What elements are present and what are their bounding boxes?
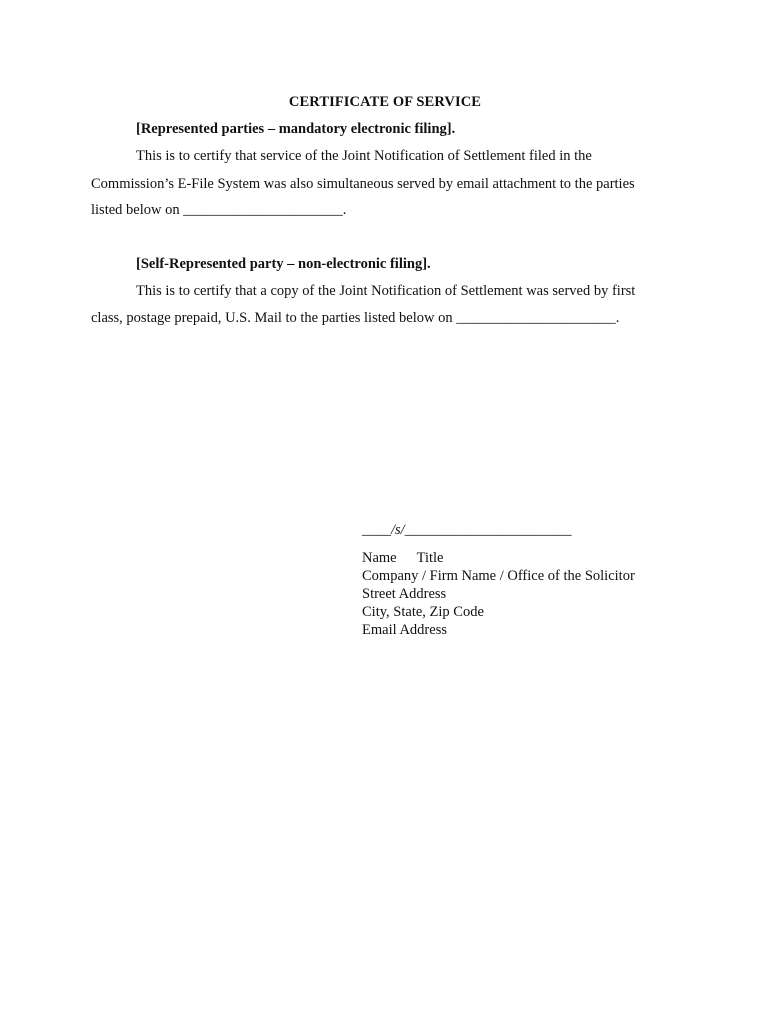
signature-block: [362, 549, 635, 639]
signer-email: Email Address: [362, 622, 447, 638]
section2-line2: class, postage prepaid, U.S. Mail to the parties listed below on ______________________.: [91, 310, 620, 326]
signature-line: ____/s/_______________________: [362, 522, 572, 538]
section1-heading: [Represented parties – mandatory electronic filing].: [136, 121, 456, 137]
page-title: CERTIFICATE OF SERVICE: [288, 94, 482, 110]
section1-line1: This is to certify that service of the Joint Notification of Settlement filed in the: [136, 148, 592, 164]
signer-name: Name: [362, 550, 397, 566]
signer-name-title-row: [362, 549, 635, 567]
signer-title: Title: [416, 550, 444, 566]
signer-city: City, State, Zip Code: [362, 604, 484, 620]
section2-heading: [Self-Represented party – non-electronic filing].: [136, 256, 431, 272]
section1-line3: listed below on ______________________.: [91, 202, 347, 218]
signer-company: Company / Firm Name / Office of the Solicitor: [362, 568, 635, 584]
section1-line2: Commission’s E-File System was also simultaneous served by email attachment to the parties: [91, 176, 635, 192]
signer-street: Street Address: [362, 586, 447, 602]
section2-line1: This is to certify that a copy of the Joint Notification of Settlement was served by first: [136, 283, 636, 299]
